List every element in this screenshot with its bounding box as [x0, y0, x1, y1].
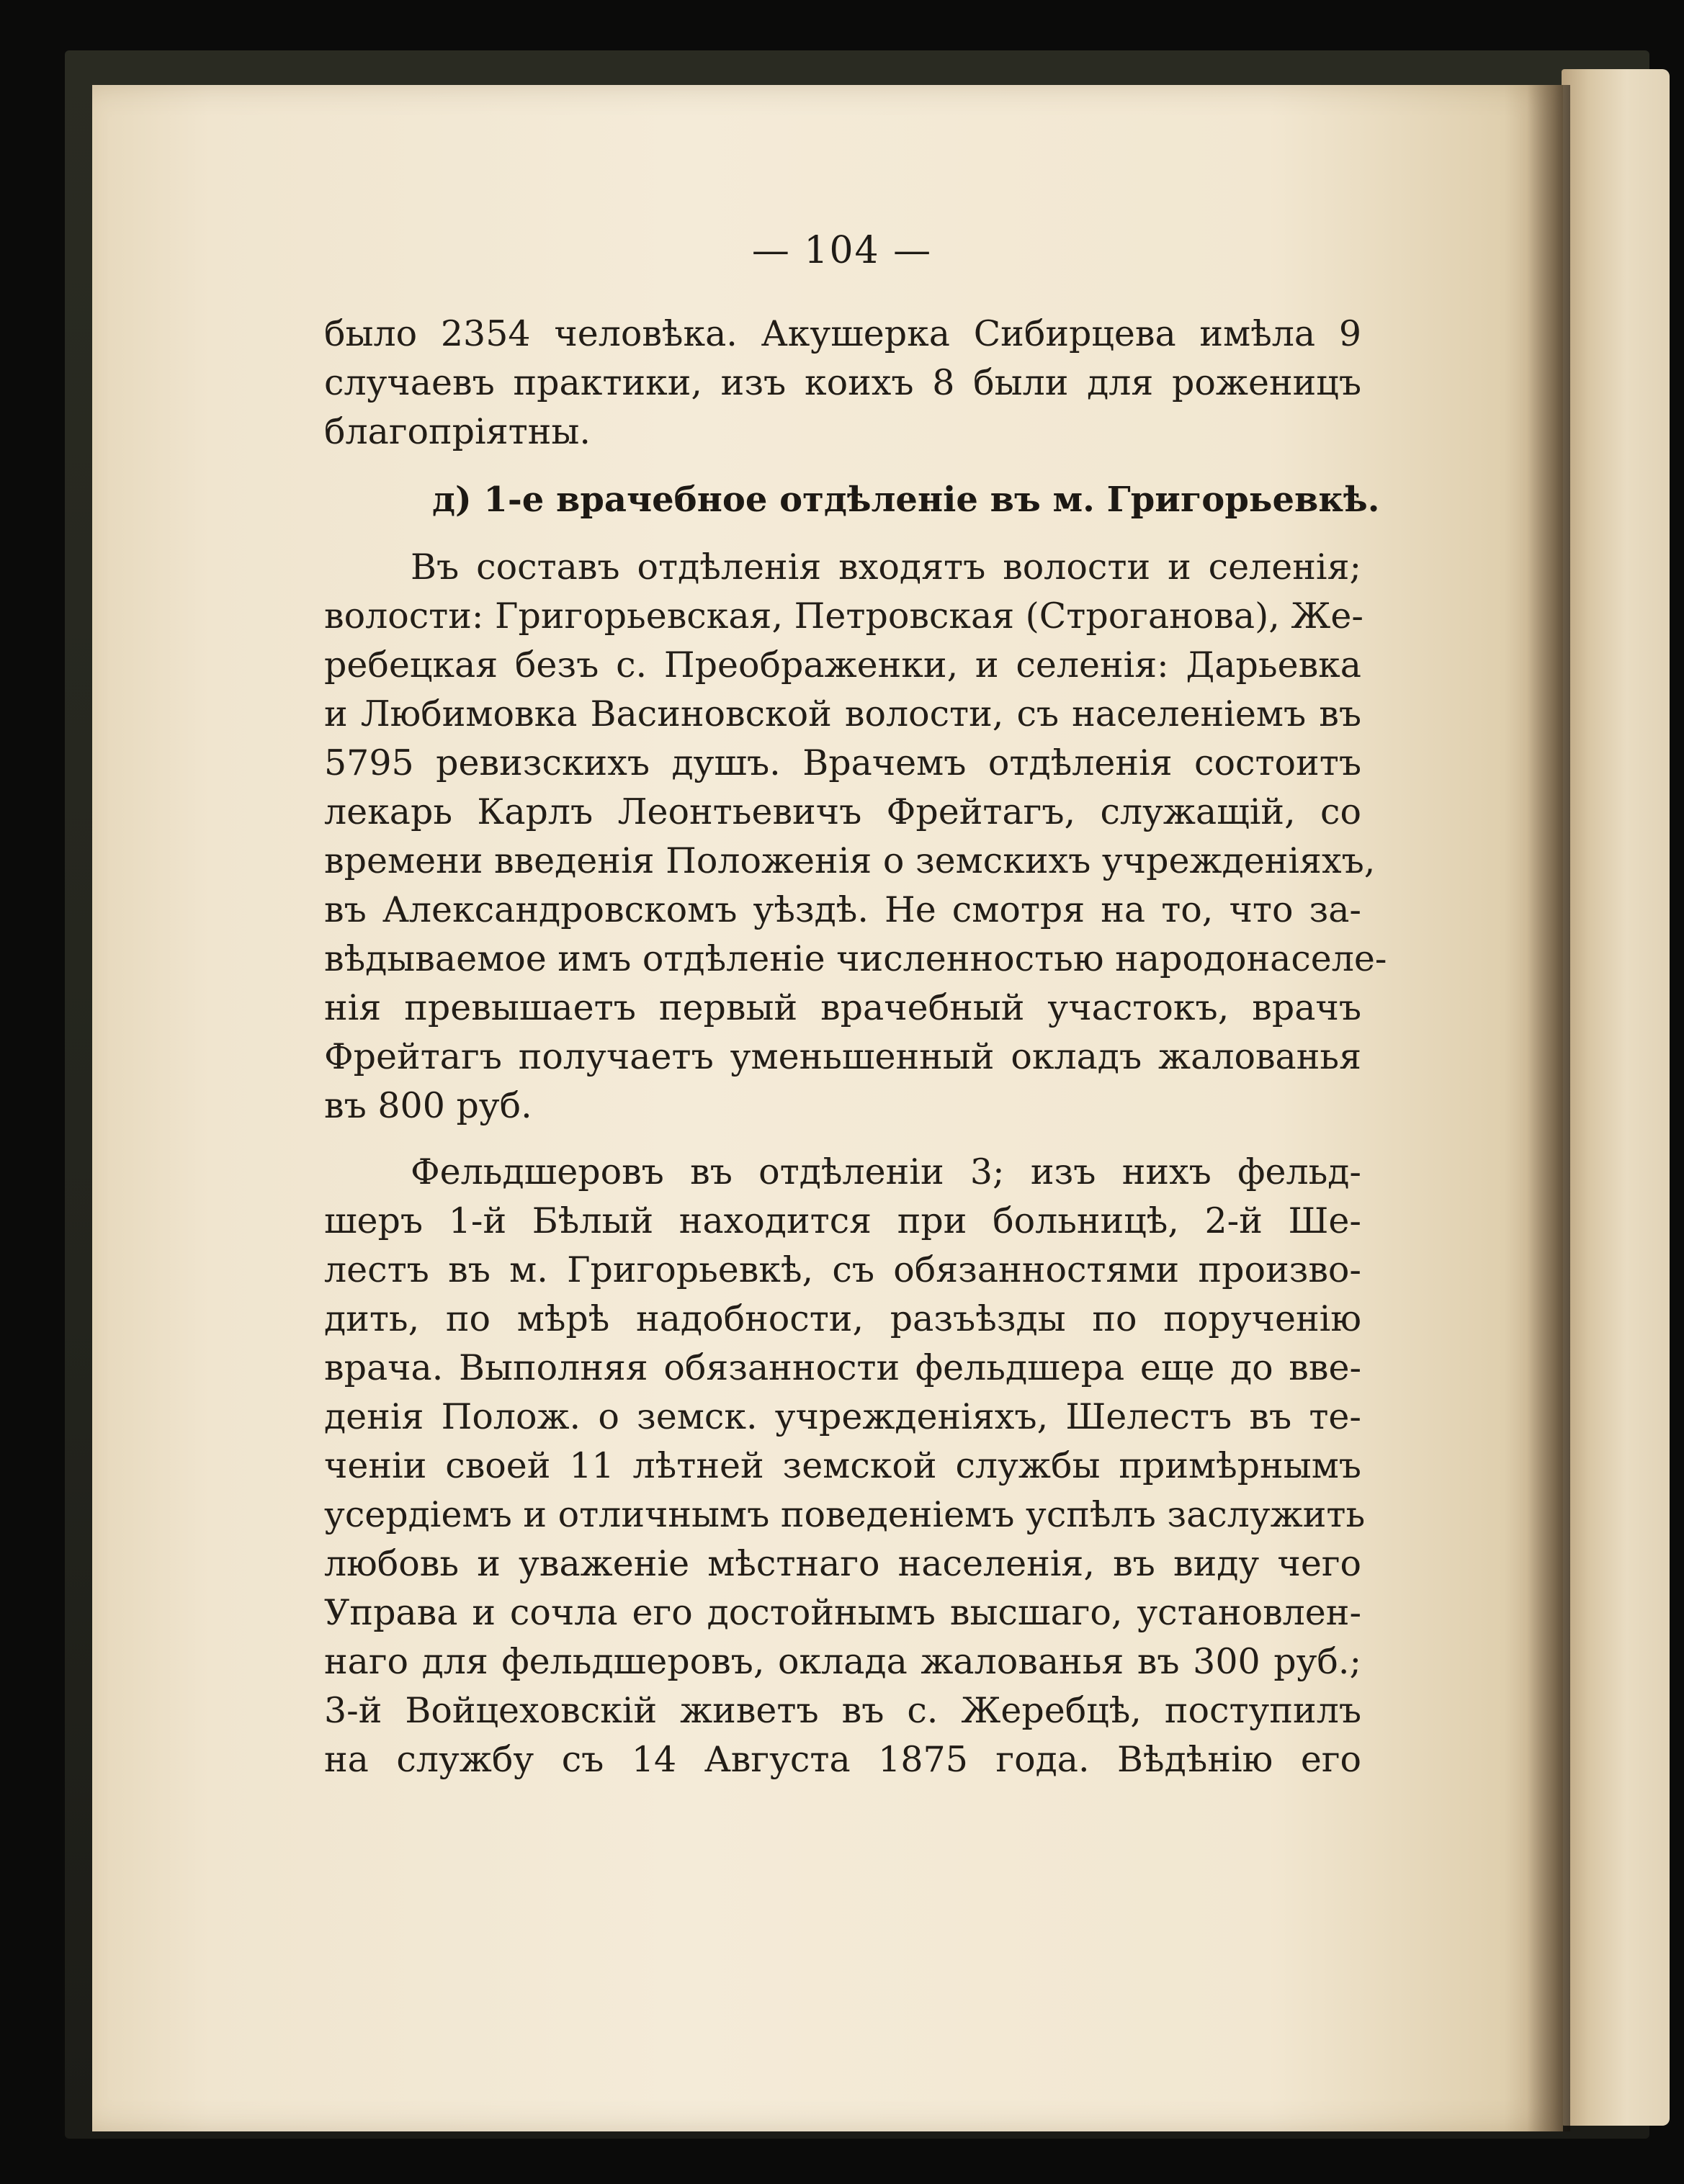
text-line: Управа и сочла его достойнымъ высшаго, установлен- — [324, 1592, 1361, 1633]
text-line: наго для фельдшеровъ, оклада жалованья въ 300 руб.; — [324, 1641, 1361, 1682]
text-line: 3-й Войцеховскій живетъ въ с. Жеребцѣ, поступилъ — [324, 1690, 1361, 1731]
page-number: — 104 — — [751, 229, 933, 272]
text-line: Фельдшеровъ въ отдѣленіи 3; изъ нихъ фельд- — [411, 1151, 1361, 1192]
section-heading: д) 1-е врачебное отдѣленіе въ м. Григорьевкѣ. — [432, 480, 1380, 520]
text-line: любовь и уваженіе мѣстнаго населенія, въ виду чего — [324, 1543, 1361, 1584]
text-line: и Любимовка Васиновской волости, съ населеніемъ въ — [324, 693, 1361, 734]
text-line: благопріятны. — [324, 411, 591, 452]
text-line: случаевъ практики, изъ коихъ 8 были для роженицъ — [324, 362, 1361, 403]
text-line: дить, по мѣрѣ надобности, разъѣзды по порученію — [324, 1298, 1361, 1339]
text-line: Въ составъ отдѣленія входятъ волости и селенія; — [411, 547, 1361, 588]
page-gutter-shadow — [1527, 85, 1570, 2131]
text-line: времени введенія Положенія о земскихъ учрежденіяхъ, — [324, 840, 1376, 881]
text-line: было 2354 человѣка. Акушерка Сибирцева имѣла 9 — [324, 313, 1361, 354]
text-line: ченіи своей 11 лѣтней земской службы примѣрнымъ — [324, 1445, 1361, 1486]
text-line: лекарь Карлъ Леонтьевичъ Фрейтагъ, служащій, со — [324, 791, 1361, 832]
text-line: нія превышаетъ первый врачебный участокъ, врачъ — [324, 987, 1361, 1028]
text-line: Фрейтагъ получаетъ уменьшенный окладъ жалованья — [324, 1036, 1361, 1077]
text-line: ребецкая безъ с. Преображенки, и селенія: Дарьевка — [324, 644, 1361, 686]
text-line: вѣдываемое имъ отдѣленіе численностью народонаселе- — [324, 938, 1387, 979]
text-line: 5795 ревизскихъ душъ. Врачемъ отдѣленія состоитъ — [324, 742, 1361, 783]
text-line: врача. Выполняя обязанности фельдшера еще до вве- — [324, 1347, 1361, 1388]
text-line: въ Александровскомъ уѣздѣ. Не смотря на то, что за- — [324, 889, 1361, 930]
facing-page-edge — [1562, 69, 1670, 2126]
text-line: денія Полож. о земск. учрежденіяхъ, Шелестъ въ те- — [324, 1396, 1361, 1437]
text-line: усердіемъ и отличнымъ поведеніемъ успѣлъ заслужить — [324, 1494, 1366, 1535]
text-line: лестъ въ м. Григорьевкѣ, съ обязанностями произво- — [324, 1249, 1361, 1290]
text-line: волости: Григорьевская, Петровская (Строганова), Же- — [324, 596, 1363, 637]
text-line: въ 800 руб. — [324, 1085, 532, 1126]
text-line: на службу съ 14 Августа 1875 года. Вѣдѣнію его — [324, 1739, 1361, 1780]
page-text-body — [324, 310, 1387, 1784]
text-line: шеръ 1-й Бѣлый находится при больницѣ, 2-й Ше- — [324, 1200, 1361, 1241]
